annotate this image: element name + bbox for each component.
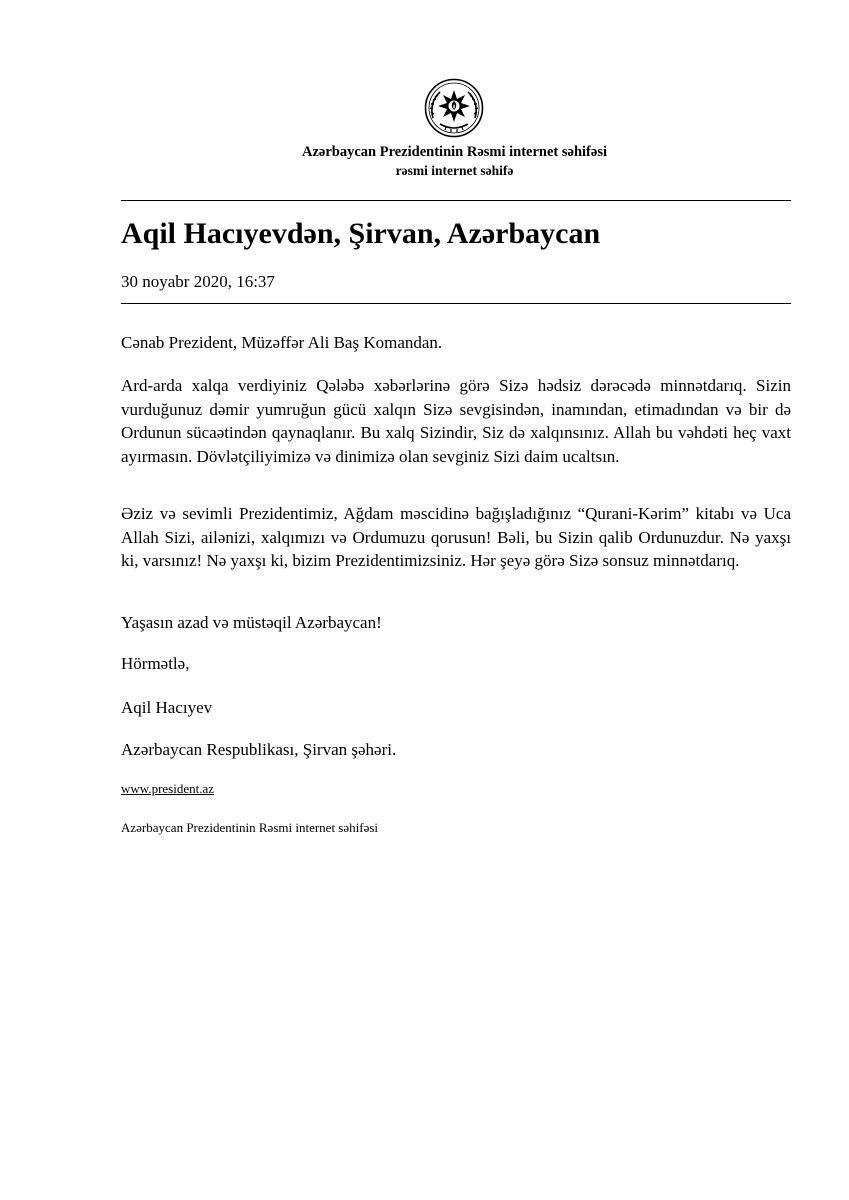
publication-date: 30 noyabr 2020, 16:37 (121, 272, 275, 291)
author-location: Azərbaycan Respublikası, Şirvan şəhəri. (121, 740, 397, 759)
page-title: Aqil Hacıyevdən, Şirvan, Azərbaycan (121, 217, 601, 250)
sign-off: Hörmətlə, (121, 654, 190, 673)
body-paragraph: Əziz və sevimli Prezidentimiz, Ağdam məscidinə bağışladığınız “Qurani-Kərim” kitabı və Uca Allah Sizi, ailənizi, xalqımızı və Ordumuzu qorusun! Bəli, bu Sizin qalib Ordunuzdur. Nə yaxşı ki, varsınız! Nə yaxşı ki, bizim Prezidentimizsiniz. Hər şeyə görə Sizə sonsuz minnətdarıq. (121, 504, 791, 570)
site-title: Azərbaycan Prezidentinin Rəsmi internet səhifəsi (302, 144, 607, 160)
footer-source-note: Azərbaycan Prezidentinin Rəsmi internet səhifəsi (121, 820, 379, 835)
author-name: Aqil Hacıyev (121, 698, 213, 717)
closing-exclamation: Yaşasın azad və müstəqil Azərbaycan! (121, 613, 382, 632)
site-subtitle: rəsmi internet səhifə (395, 163, 514, 178)
body-paragraph: Ard-arda xalqa verdiyiniz Qələbə xəbərlərinə görə Sizə hədsiz dərəcədə minnətdarıq. Sizin vurduğunuz dəmir yumruğun gücü xalqın Sizə sevgisindən, inamından, etimadından və bir də Ordunun sücaətindən qaynaqlanır. Bu xalq Sizindir, Siz də xalqınsınız. Allah bu vəhdəti heç vaxt ayırmasın. Dövlətçiliyimizə və dinimizə olan sevginiz Sizi daim ucaltsın. (121, 376, 791, 466)
azerbaijan-state-emblem-icon (424, 78, 484, 138)
president-site-link[interactable]: www.president.az (121, 781, 215, 796)
title-divider (121, 303, 791, 304)
header-divider (121, 200, 791, 201)
greeting-paragraph: Cənab Prezident, Müzəffər Ali Baş Komandan. (121, 333, 443, 352)
